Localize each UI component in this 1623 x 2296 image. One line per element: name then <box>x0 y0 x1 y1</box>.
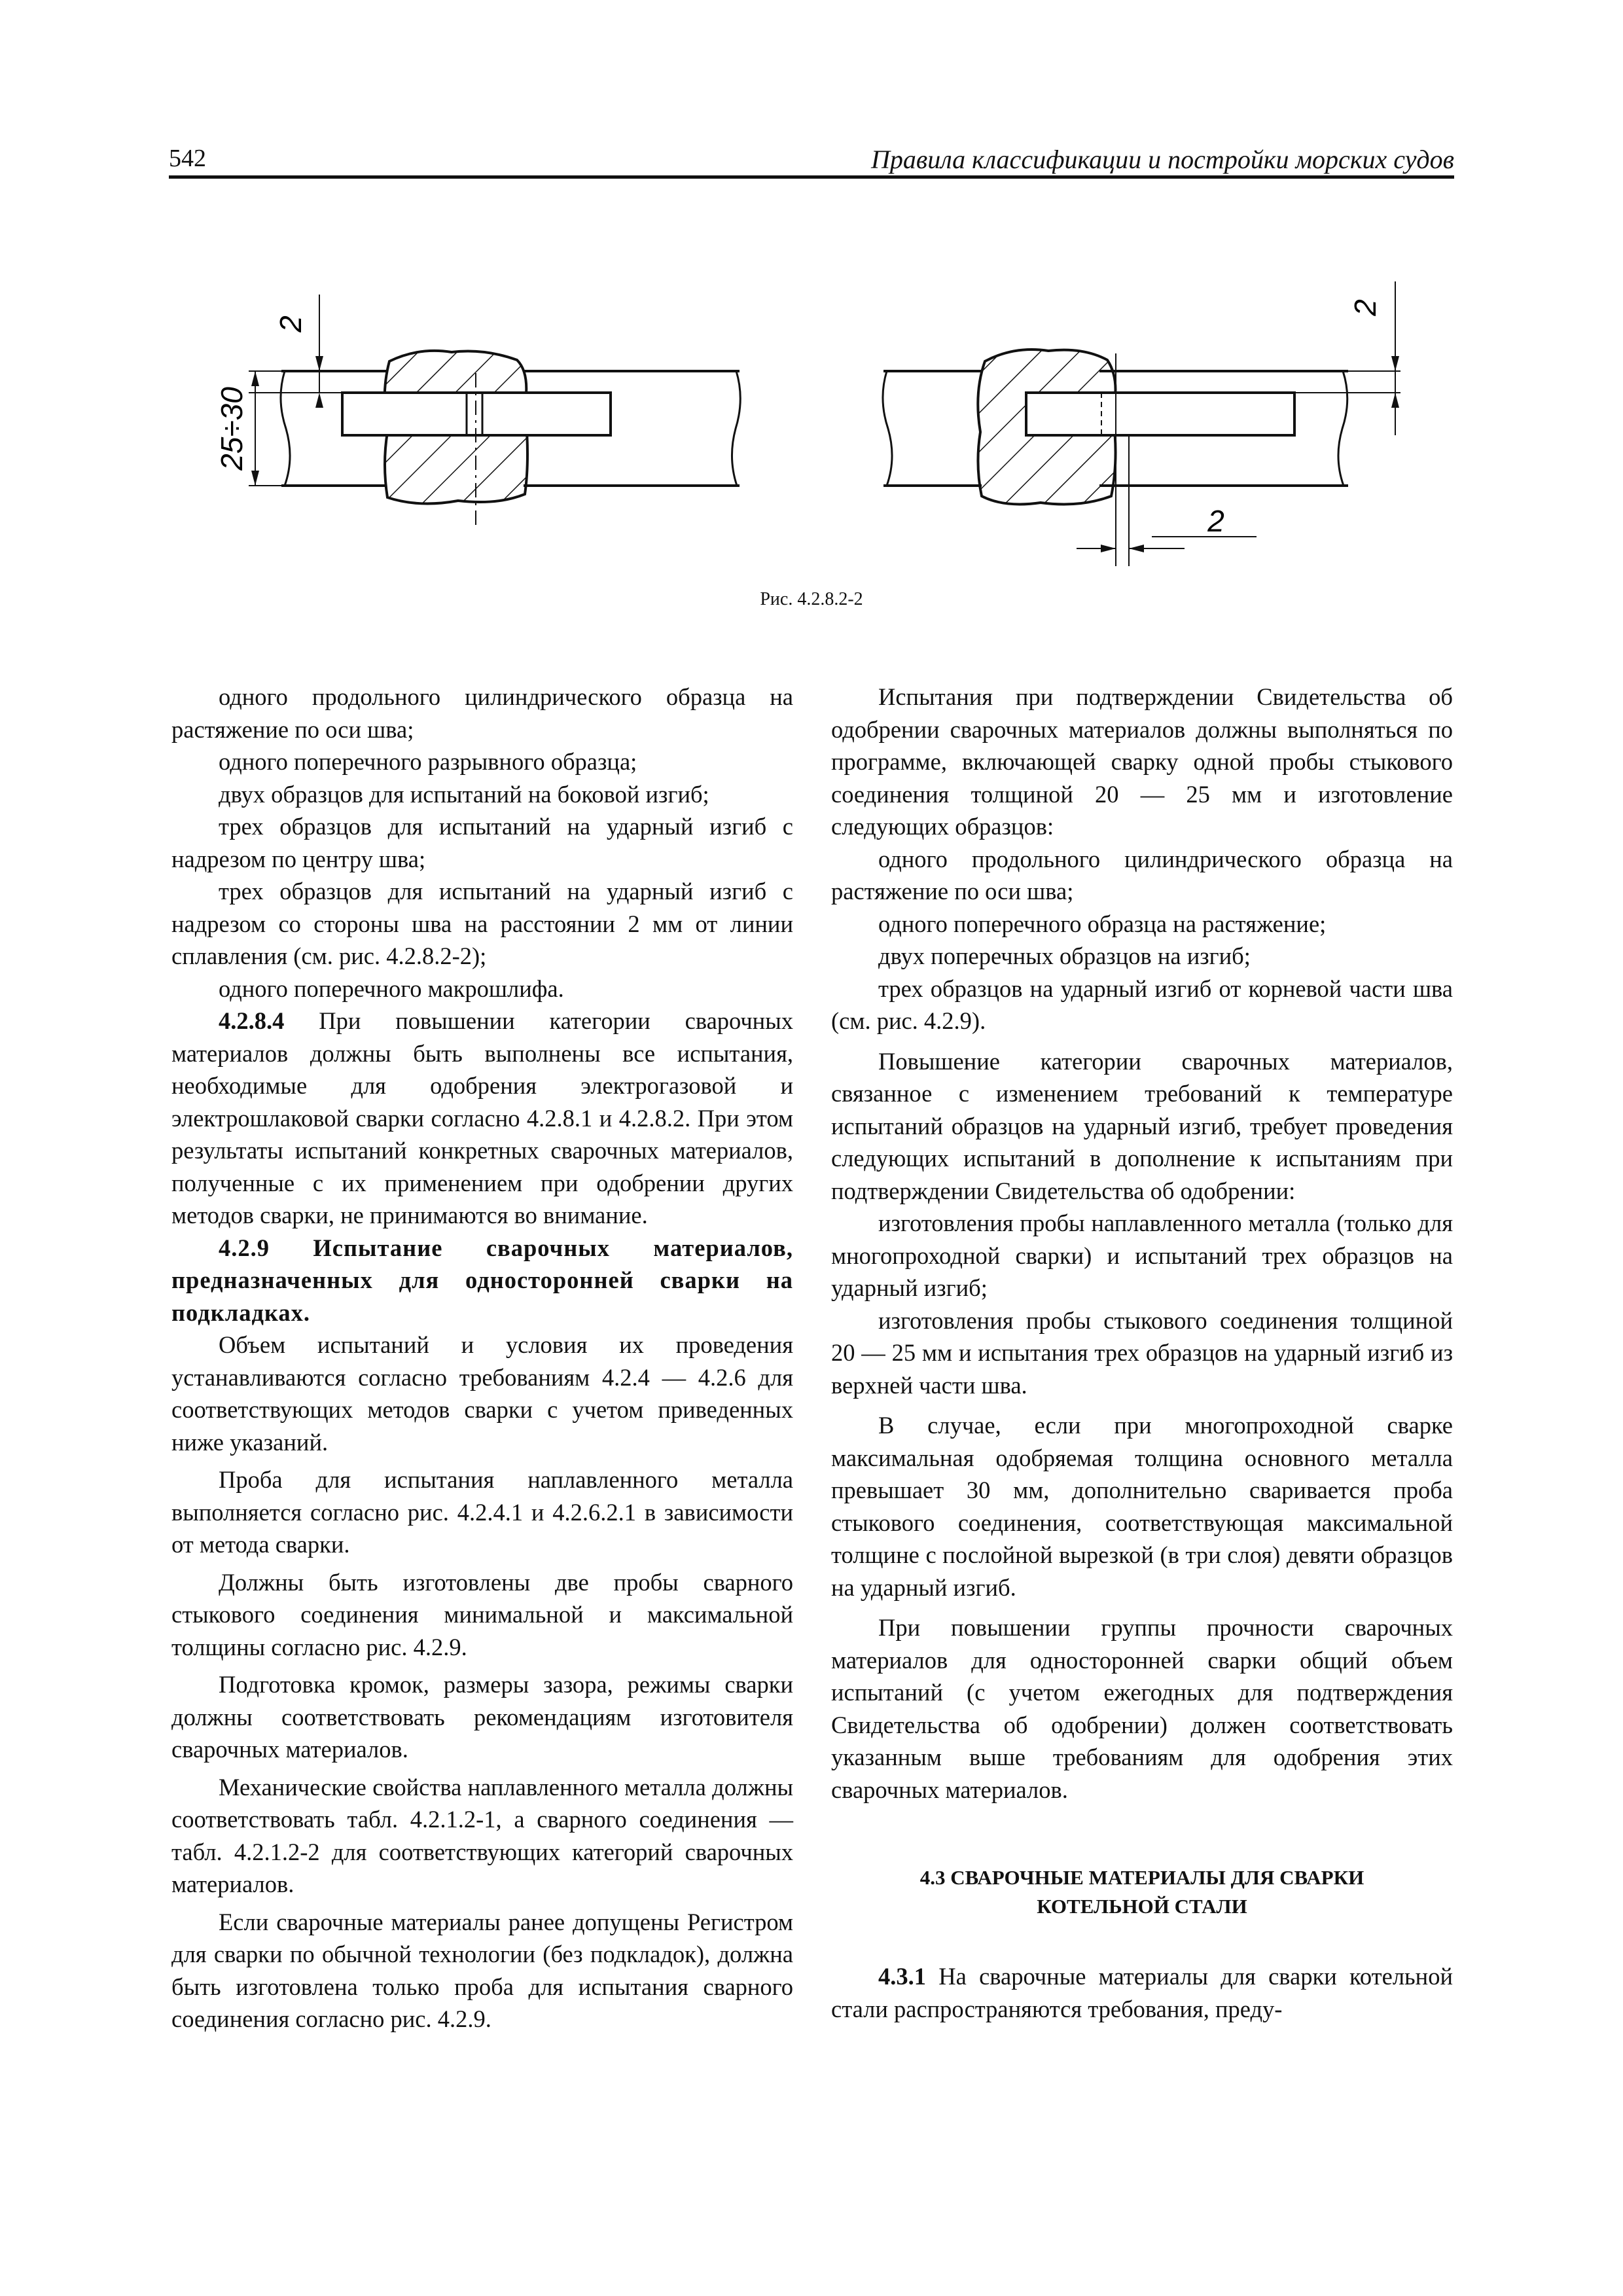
paragraph: изготовления пробы наплавленного металла (только для многопроходной сварки) и испытаний трех образцов на ударный изгиб; <box>831 1210 1453 1301</box>
running-title: Правила классификации и постройки морских судов <box>870 145 1454 174</box>
section-heading-line2: КОТЕЛЬНОЙ СТАЛИ <box>1037 1895 1247 1918</box>
paragraph: одного поперечного образца на растяжение; <box>878 910 1327 937</box>
paragraph: Механические свойства наплавленного металла должны соответствовать табл. 4.2.1.2-1, а сварного соединения — табл. 4.2.1.2-2 для соответствующих категорий сварочных материалов. <box>171 1773 793 1897</box>
heading-text: Испытание сварочных материалов, предназначенных для односторонней сварки на подкладках. <box>171 1234 793 1326</box>
clause-number: 4.3.1 <box>878 1963 926 1990</box>
section-heading <box>831 1863 1453 1921</box>
paragraph: Объем испытаний и условия их проведения устанавливаются согласно требованиям 4.2.4 — 4.2.6 для соответствующих методов сварки с учетом приведенных ниже указаний. <box>171 1331 793 1456</box>
paragraph: одного поперечного макрошлифа. <box>219 975 564 1002</box>
paragraph: При повышении группы прочности сварочных материалов для односторонней сварки общий объем испытаний (с учетом ежегодных для подтверждения Свидетельства об одобрении) должен соответствовать указанным выше требованиям для одобрения этих сварочных материалов. <box>831 1614 1453 1803</box>
dim-left-small: 2 <box>274 315 308 332</box>
paragraph: Испытания при подтверждении Свидетельства об одобрении сварочных материалов должны выполняться по программе, включающей сварку одной пробы стыкового соединения толщиной 20 — 25 мм и изготовление следующих образцов: <box>831 683 1453 840</box>
left-specimen-drawing <box>249 295 740 530</box>
paragraph: изготовления пробы стыкового соединения толщиной 20 — 25 мм и испытания трех образцов на ударный изгиб из верхней части шва. <box>831 1306 1453 1399</box>
paragraph: трех образцов на ударный изгиб от корневой части шва (см. рис. 4.2.9). <box>831 975 1453 1034</box>
paragraph: одного продольного цилиндрического образца на растяжение по оси шва; <box>171 683 793 743</box>
paragraph: одного продольного цилиндрического образца на растяжение по оси шва; <box>831 845 1453 905</box>
dim-right-top: 2 <box>1348 299 1382 316</box>
paragraph: одного поперечного разрывного образца; <box>219 748 637 775</box>
figure-caption: Рис. 4.2.8.2-2 <box>760 589 863 609</box>
heading-number: 4.2.9 <box>219 1234 270 1261</box>
left-column <box>171 681 793 2036</box>
clause-number: 4.2.8.4 <box>219 1007 285 1034</box>
paragraph: трех образцов для испытаний на ударный изгиб с надрезом по центру шва; <box>171 813 793 872</box>
weld-specimen-figure <box>215 275 1400 576</box>
page-number: 542 <box>169 145 206 172</box>
paragraph-text: При повышении категории сварочных материалов должны быть выполнены все испытания, необходимые для одобрения электрогазовой и электрошлаковой сварки согласно 4.2.8.1 и 4.2.8.2. При этом результаты испытаний конкретных сварочных материалов, полученные с их применением при одобрении других методов сварки, не принимаются во внимание. <box>171 1007 793 1229</box>
paragraph: Подготовка кромок, размеры зазора, режимы сварки должны соответствовать рекомендациям изготовителя сварочных материалов. <box>171 1671 793 1763</box>
paragraph <box>831 1960 1453 2025</box>
section-heading-line1: 4.3 СВАРОЧНЫЕ МАТЕРИАЛЫ ДЛЯ СВАРКИ <box>919 1866 1364 1889</box>
header-rule <box>169 175 1454 179</box>
right-specimen-drawing <box>883 281 1400 566</box>
dim-right-bottom: 2 <box>1207 504 1224 538</box>
paragraph: двух образцов для испытаний на боковой изгиб; <box>219 780 709 808</box>
paragraph: Повышение категории сварочных материалов, связанное с изменением требований к температуре испытаний образцов на ударный изгиб, требует проведения следующих испытаний в дополнение к испытаниям при подтверждении Свидетельства об одобрении: <box>831 1047 1453 1204</box>
paragraph: Если сварочные материалы ранее допущены Регистром для сварки по обычной технологии (без подкладок), должна быть изготовлена только проба для испытания сварного соединения согласно рис. 4.2.9. <box>171 1908 793 2032</box>
paragraph: Должны быть изготовлены две пробы сварного стыкового соединения минимальной и максимальной толщины согласно рис. 4.2.9. <box>171 1568 793 1660</box>
paragraph: двух поперечных образцов на изгиб; <box>878 942 1251 969</box>
paragraph <box>171 1005 793 1232</box>
paragraph: Проба для испытания наплавленного металла выполняется согласно рис. 4.2.4.1 и 4.2.6.2.1 в зависимости от метода сварки. <box>171 1466 793 1558</box>
right-column <box>831 681 1453 2025</box>
dim-left-range: 25÷30 <box>215 387 249 471</box>
subsection-heading <box>171 1232 793 1329</box>
paragraph-text: На сварочные материалы для сварки котельной стали распространяются требования, преду- <box>831 1963 1453 2022</box>
paragraph: трех образцов для испытаний на ударный изгиб с надрезом со стороны шва на расстоянии 2 мм от линии сплавления (см. рис. 4.2.8.2-2); <box>171 878 793 969</box>
paragraph: В случае, если при многопроходной сварке максимальная одобряемая толщина основного металла превышает 30 мм, дополнительно сваривается проба стыкового соединения, соответствующая максимальной толщине с послойной вырезкой (в три слоя) девяти образцов на ударный изгиб. <box>831 1412 1453 1601</box>
